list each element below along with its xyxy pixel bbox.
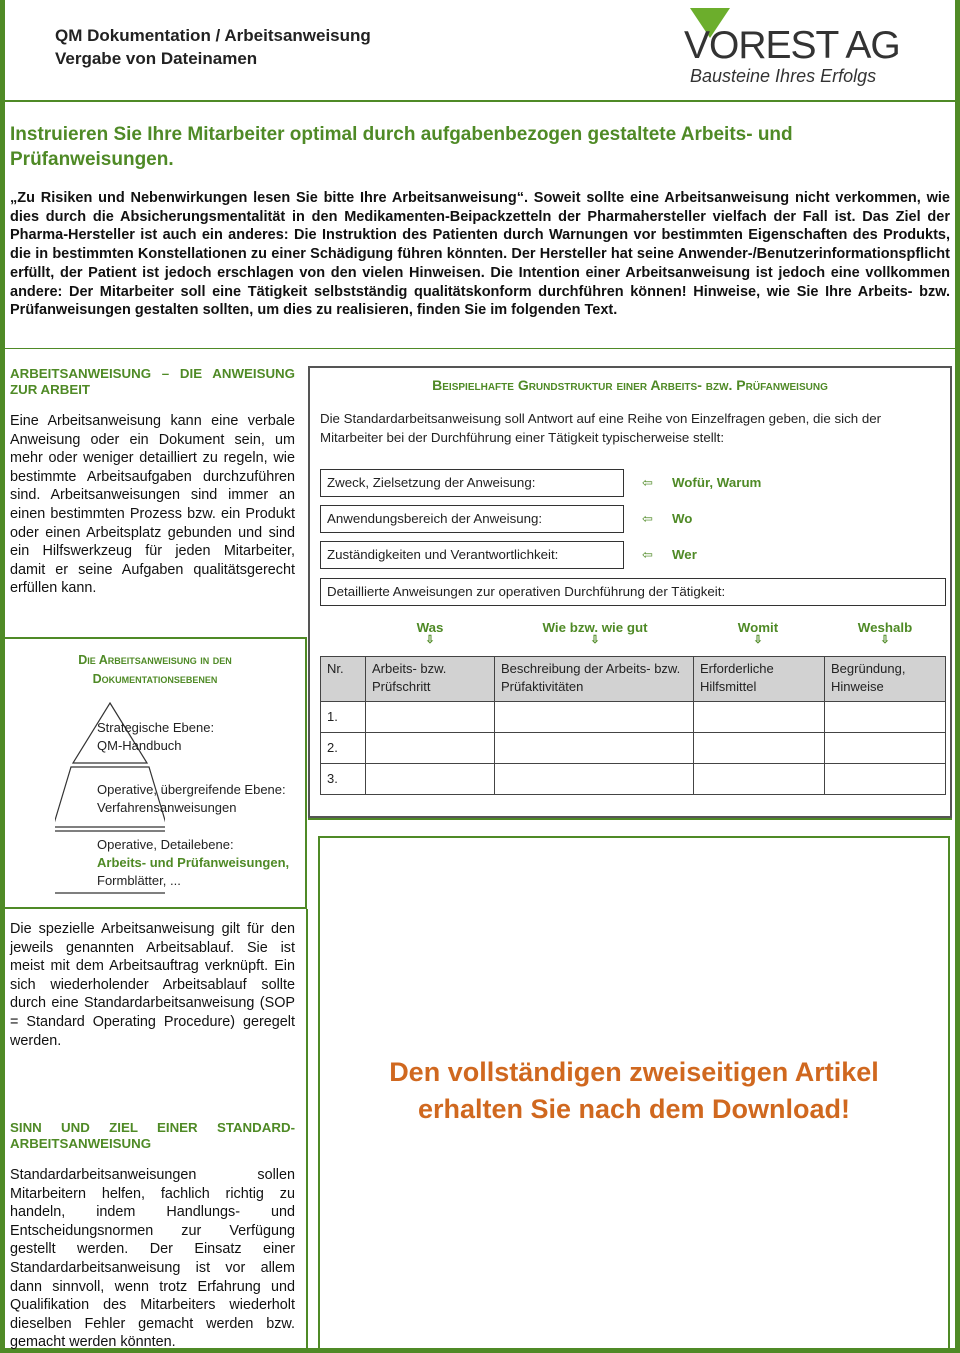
download-box (318, 836, 950, 1353)
level2-label (97, 781, 286, 817)
ebenen-title-line2: Dokumentationsebenen (92, 672, 218, 686)
level3-label-b: Arbeits- und Prüfanweisungen, (97, 855, 290, 870)
ebenen-title-line1: Die Arbeitsanweisung in den (78, 653, 232, 667)
section1-heading: ARBEITSANWEISUNG – DIE ANWEISUNG ZUR ARBEIT (10, 366, 295, 397)
arrow-left-icon: ⇦ (642, 547, 653, 562)
table-row (321, 733, 946, 764)
section-divider (5, 348, 955, 349)
question-weshalb-label: Weshalb (857, 620, 913, 635)
table-header: Nr. (321, 657, 366, 702)
table-cell-nr: 2. (321, 733, 366, 764)
level2-label-b: Verfahrensanweisungen (97, 800, 237, 815)
table-cell (694, 702, 825, 733)
arrow-left-icon: ⇦ (642, 511, 653, 526)
table-cell (366, 733, 495, 764)
arrow-left-icon: ⇦ (642, 475, 653, 490)
question-wie-label: Wie bzw. wie gut (542, 620, 648, 635)
arrow-down-icon: ⇩ (880, 634, 890, 646)
table-header: Arbeits- bzw. Prüfschritt (366, 657, 495, 702)
field-zweck: Zweck, Zielsetzung der Anweisung: (320, 469, 624, 497)
table-header: Begründung, Hinweise (825, 657, 946, 702)
level3-label-c: Formblätter, ... (97, 873, 181, 888)
section2-text: Die spezielle Arbeitsanweisung gilt für den jeweils genannten Arbeitsablauf. Sie ist meist mit dem Arbeitsauftrag verknüpft. Ein sich wiederholender Arbeitsablauf sollte durch eine Standardarbeitsanweisung (SOP = Standard Operating Procedure) geregelt werden. (10, 921, 295, 1049)
question-womit (728, 620, 788, 646)
level3-label (97, 836, 289, 890)
question-was (400, 620, 460, 646)
grundstruktur-intro: Die Standardarbeitsanweisung soll Antwort auf eine Reihe von Einzelfragen geben, die sich der Mitarbeiter bei der Durchführung einer Tätigkeit typischerweise stellt: (320, 411, 882, 445)
table-header: Beschreibung der Arbeits- bzw. Prüfaktivitäten (495, 657, 694, 702)
answer-zustaendigkeiten: Wer (672, 547, 697, 562)
table-cell (495, 733, 694, 764)
steps-table (320, 656, 946, 795)
right-box-underline (308, 818, 952, 820)
field-zustaendigkeiten: Zuständigkeiten und Verantwortlichkeit: (320, 541, 624, 569)
header-title-line1: QM Dokumentation / Arbeitsanweisung (55, 26, 371, 45)
table-cell (495, 702, 694, 733)
arrow-down-icon: ⇩ (753, 634, 763, 646)
article-headline: Instruieren Sie Ihre Mitarbeiter optimal durch aufgabenbezogen gestaltete Arbeits- und Prüfanweisungen. (10, 124, 793, 170)
table-row (321, 764, 946, 795)
answer-anwendungsbereich: Wo (672, 511, 693, 526)
table-cell (694, 764, 825, 795)
logo-name: VOREST AG (684, 24, 900, 67)
section3-text: Standardarbeitsanweisungen sollen Mitarbeitern helfen, fachlich richtig zu handeln, indem Handlungs- und Entscheidungsnormen zur Verfügung gestellt werden. Der Einsatz einer Standardarbeitsanweisung ist vor allem dann sinnvoll, wenn trotz Erfahrung und Qualifikation des Mitarbeiters wiederholt dieselben Fehler gemacht werden bzw. gemacht werden könnten. (10, 1167, 295, 1351)
table-header: Erforderliche Hilfsmittel (694, 657, 825, 702)
question-womit-label: Womit (737, 620, 779, 635)
field-anwendungsbereich: Anwendungsbereich der Anweisung: (320, 505, 624, 533)
download-note-line2: erhalten Sie nach dem Download! (417, 1094, 851, 1124)
download-note (320, 1054, 948, 1128)
section-sinn-und-ziel (10, 1120, 295, 1352)
level1-label-b: QM-Handbuch (97, 738, 182, 753)
vorest-logo (684, 12, 904, 92)
table-cell (694, 733, 825, 764)
column-divider (306, 909, 308, 1353)
table-cell (366, 702, 495, 733)
level2-label-a: Operative, übergreifende Ebene: (97, 782, 286, 797)
question-was-label: Was (416, 620, 444, 635)
answer-zweck: Wofür, Warum (672, 475, 762, 490)
level3-label-a: Operative, Detailebene: (97, 837, 234, 852)
table-cell (825, 702, 946, 733)
section-spezielle-anweisung (10, 920, 295, 1050)
document-header (55, 24, 371, 70)
grundstruktur-box (308, 366, 952, 818)
table-cell (825, 764, 946, 795)
table-cell-nr: 3. (321, 764, 366, 795)
section1-text: Eine Arbeitsanweisung kann eine verbale Anweisung oder ein Dokument sein, um mehr oder weniger detailliert zu regeln, wie bestimmte Arbeitsaufgaben durchzuführen sind. Arbeitsanweisungen sind immer an einen bestimmten Prozess bzw. ein Produkt oder einen Arbeitsplatz gebunden und sind ein Hilfswerkzeug für jeden Mitarbeiter, damit er seine Aufgaben qualitätsgerecht erfüllen kann. (10, 413, 295, 597)
header-divider (5, 100, 955, 102)
ebenen-title (5, 651, 305, 689)
level1-label (97, 719, 214, 755)
arrow-down-icon: ⇩ (590, 634, 600, 646)
table-header-row (321, 657, 946, 702)
section3-heading: SINN UND ZIEL EINER STANDARD-ARBEITSANWEISUNG (10, 1120, 295, 1151)
question-weshalb (850, 620, 920, 646)
table-cell (495, 764, 694, 795)
section-arbeitsanweisung (10, 366, 295, 598)
table-row (321, 702, 946, 733)
field-detail-anweisungen: Detaillierte Anweisungen zur operativen Durchführung der Tätigkeit: (320, 578, 946, 606)
table-cell (366, 764, 495, 795)
arrow-down-icon: ⇩ (425, 634, 435, 646)
level1-label-a: Strategische Ebene: (97, 720, 215, 735)
table-cell (825, 733, 946, 764)
question-wie (520, 620, 670, 646)
header-title-line2: Vergabe von Dateinamen (55, 49, 258, 68)
download-note-line1: Den vollständigen zweiseitigen Artikel (389, 1057, 879, 1087)
article-intro: „Zu Risiken und Nebenwirkungen lesen Sie bitte Ihre Arbeitsanweisung“. Soweit sollte eine Arbeitsanweisung nicht verkommen, wie dies durch die Absicherungsmentalität in den Medikamenten-Beipackzetteln der Pharmahersteller vielfach der Fall ist. Das Ziel der Pharma-Hersteller ist auch ein anderes: Die Instruktion des Patienten durch Warnungen vor bestimmten Eigenschaften des Produkts, die in bestimmten Konstellationen zu einer Schädigung führen könnten. Der Hersteller hat seine Anwender-/Benutzerinformationspflicht erfüllt, der Patient ist jedoch erschlagen von den vielen Hinweisen. Die Intention einer Arbeitsanweisung ist jedoch eine vollkommen andere: Der Mitarbeiter soll eine Tätigkeit selbstständig qualitätskonform durchführen können! Hinweise, wie Sie Ihre Arbeits- bzw. Prüfanweisungen gestalten sollten, um dies zu realisieren, finden Sie im folgenden Text. (10, 190, 950, 319)
table-cell-nr: 1. (321, 702, 366, 733)
grundstruktur-title: Beispielhafte Grundstruktur einer Arbeits- bzw. Prüfanweisung (432, 377, 828, 393)
dokumentationsebenen-box (5, 637, 307, 909)
logo-tagline: Bausteine Ihres Erfolgs (690, 66, 877, 86)
